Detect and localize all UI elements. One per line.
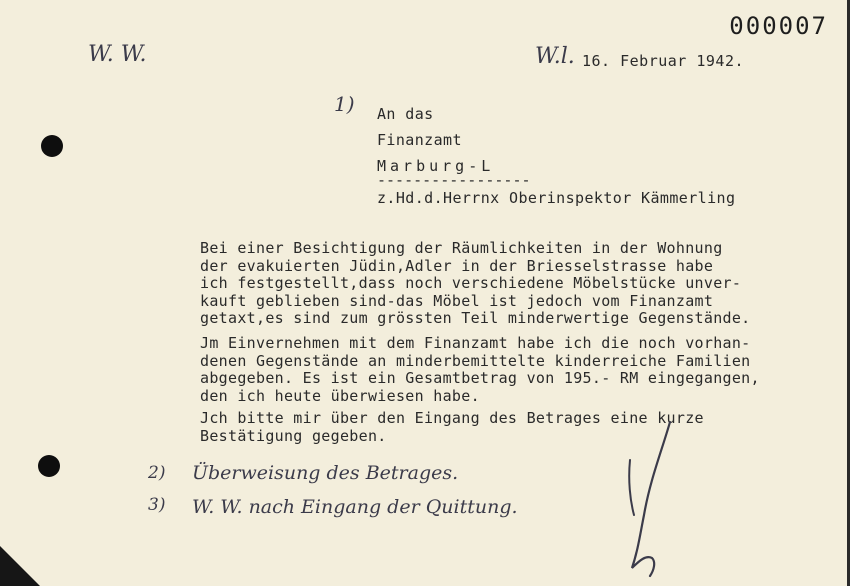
body-line: denen Gegenstände an minderbemittelte kinderreiche Familien <box>200 351 751 370</box>
body-line: ich festgestellt,dass noch verschiedene Möbelstücke unver- <box>200 274 742 292</box>
body-paragraph-2 <box>200 335 820 405</box>
scan-corner <box>0 546 40 586</box>
signature-stroke <box>600 420 710 580</box>
handwritten-item-2: Überweisung des Betrages. <box>192 462 459 484</box>
body-line: Jm Einvernehmen mit dem Finanzamt habe ich die noch vorhan- <box>200 334 751 352</box>
handwritten-item-number-3: 3) <box>148 495 166 515</box>
body-line: Bestätigung gegeben. <box>200 426 387 445</box>
document-number: 000007 <box>729 12 828 40</box>
body-paragraph-1 <box>200 240 820 328</box>
body-line: kauft geblieben sind-das Möbel ist jedoch vom Finanzamt <box>200 291 714 310</box>
body-line: den ich heute überwiesen habe. <box>200 386 480 405</box>
handwritten-date-prefix: W.l. <box>535 44 575 69</box>
body-paragraph-3 <box>200 410 820 445</box>
address-line-1: An das <box>377 105 434 123</box>
body-line: Bei einer Besichtigung der Räumlichkeiten in der Wohnung <box>200 239 723 257</box>
handwritten-item-3: W. W. nach Eingang der Quittung. <box>192 496 518 518</box>
letter-date: 16. Februar 1942. <box>582 52 745 70</box>
body-line: der evakuierten Jüdin,Adler in der Briesselstrasse habe <box>200 256 714 275</box>
address-line-2: Finanzamt <box>377 131 462 149</box>
handwritten-item-number-2: 2) <box>148 463 166 483</box>
address-line-4: z.Hd.d.Herrnx Oberinspektor Kämmerling <box>377 189 736 207</box>
body-line: Jch bitte mir über den Eingang des Betrages eine kurze <box>200 409 704 427</box>
address-line-3: Marburg-L <box>377 157 495 175</box>
body-line: getaxt,es sind zum grössten Teil minderwertige Gegenstände. <box>200 309 751 327</box>
item-number-1: 1) <box>334 92 355 116</box>
punch-hole-top <box>41 135 63 157</box>
punch-hole-bottom <box>38 455 60 477</box>
handwritten-initials: W. W. <box>88 42 147 67</box>
address-rule: ----------------- <box>377 171 531 189</box>
body-line: abgegeben. Es ist ein Gesamtbetrag von 195.- RM eingegangen, <box>200 369 760 387</box>
